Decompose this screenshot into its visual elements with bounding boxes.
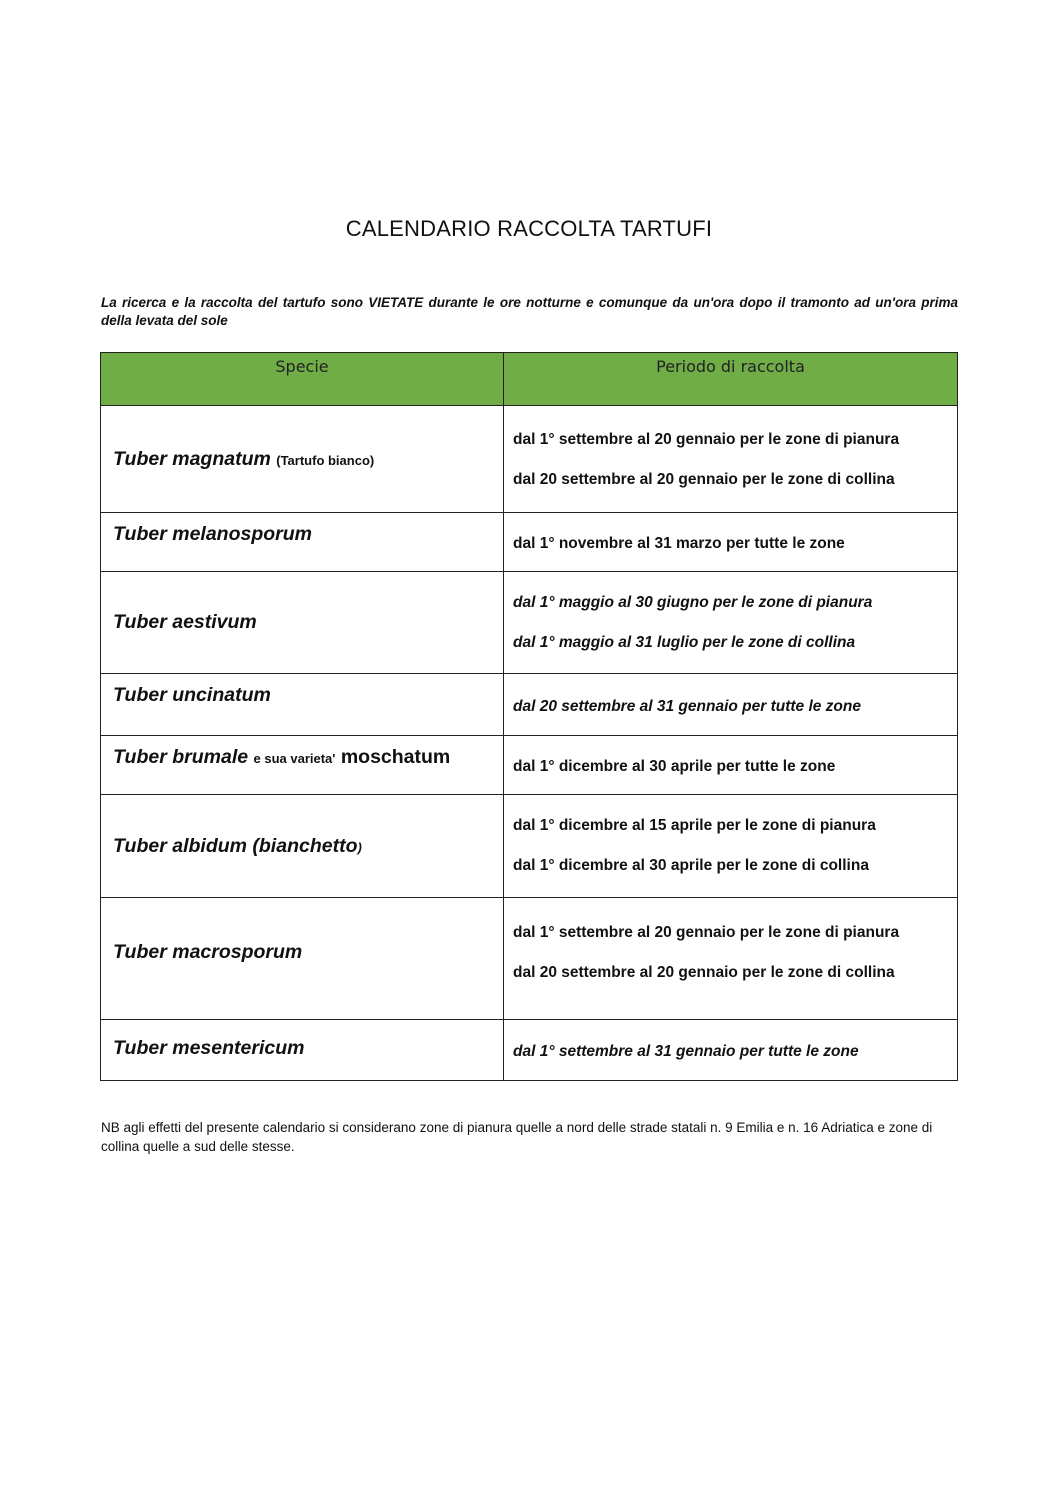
species-name: Tuber macrosporum	[113, 941, 303, 963]
table-row	[101, 1020, 958, 1081]
period-cell	[504, 736, 958, 795]
table-row	[101, 572, 958, 674]
species-name: Tuber mesentericum	[113, 1037, 305, 1059]
header-species: Specie	[101, 353, 504, 406]
period-line: dal 1° dicembre al 15 aprile per le zone di pianura	[513, 817, 876, 834]
intro-paragraph: La ricerca e la raccolta del tartufo sono VIETATE durante le ore notturne e comunque da un'ora dopo il tramonto ad un'ora prima della levata del sole	[101, 295, 958, 328]
period-cell	[504, 572, 958, 674]
period-line: dal 20 settembre al 31 gennaio per tutte le zone	[513, 697, 861, 715]
species-name: Tuber albidum (bianchetto	[113, 834, 358, 857]
species-paren: )	[357, 839, 362, 855]
species-name: Tuber melanosporum	[113, 523, 313, 545]
footnote: NB agli effetti del presente calendario si considerano zone di pianura quelle a nord delle strade statali n. 9 Emilia e n. 16 Adriatica e zone di collina quelle a sud delle stesse.	[101, 1120, 933, 1154]
table-header-row	[101, 353, 958, 406]
period-cell	[504, 898, 958, 1020]
table-row	[101, 406, 958, 513]
period-line: dal 1° settembre al 31 gennaio per tutte le zone	[513, 1043, 859, 1060]
species-cell	[101, 406, 504, 513]
table-row	[101, 898, 958, 1020]
table-row	[101, 736, 958, 795]
header-period: Periodo di raccolta	[504, 353, 958, 406]
period-line: dal 20 settembre al 20 gennaio per le zone di collina	[513, 963, 895, 981]
species-cell	[101, 513, 504, 572]
period-cell	[504, 795, 958, 898]
period-cell	[504, 513, 958, 572]
period-line: dal 1° settembre al 20 gennaio per le zone di pianura	[513, 431, 900, 448]
period-line: dal 1° dicembre al 30 aprile per tutte le zone	[513, 758, 836, 775]
table-row	[101, 795, 958, 898]
period-line: dal 1° dicembre al 30 aprile per le zone di collina	[513, 857, 869, 874]
species-cell	[101, 572, 504, 674]
period-line: dal 20 settembre al 20 gennaio per le zone di collina	[513, 471, 895, 488]
period-line: dal 1° settembre al 20 gennaio per le zone di pianura	[513, 923, 900, 941]
species-common-name: (Tartufo bianco)	[276, 452, 375, 468]
species-name: Tuber magnatum	[113, 447, 271, 470]
species-variety-name: moschatum	[340, 746, 451, 768]
species-name: Tuber uncinatum	[113, 684, 271, 706]
period-line: dal 1° maggio al 30 giugno per le zone di pianura	[513, 593, 873, 611]
period-line: dal 1° maggio al 31 luglio per le zone di collina	[513, 633, 856, 651]
table-row	[101, 674, 958, 736]
species-variety-label: e sua varieta'	[253, 751, 336, 766]
period-cell	[504, 406, 958, 513]
harvest-calendar-table	[100, 352, 958, 1081]
species-cell	[101, 674, 504, 736]
period-cell	[504, 1020, 958, 1081]
species-cell	[101, 795, 504, 898]
table-row	[101, 513, 958, 572]
species-cell	[101, 898, 504, 1020]
species-name: Tuber brumale	[113, 746, 249, 768]
period-line: dal 1° novembre al 31 marzo per tutte le zone	[513, 535, 845, 552]
species-cell	[101, 1020, 504, 1081]
page-title: CALENDARIO RACCOLTA TARTUFI	[345, 216, 713, 241]
species-cell	[101, 736, 504, 795]
period-cell	[504, 674, 958, 736]
species-name: Tuber aestivum	[113, 611, 257, 633]
